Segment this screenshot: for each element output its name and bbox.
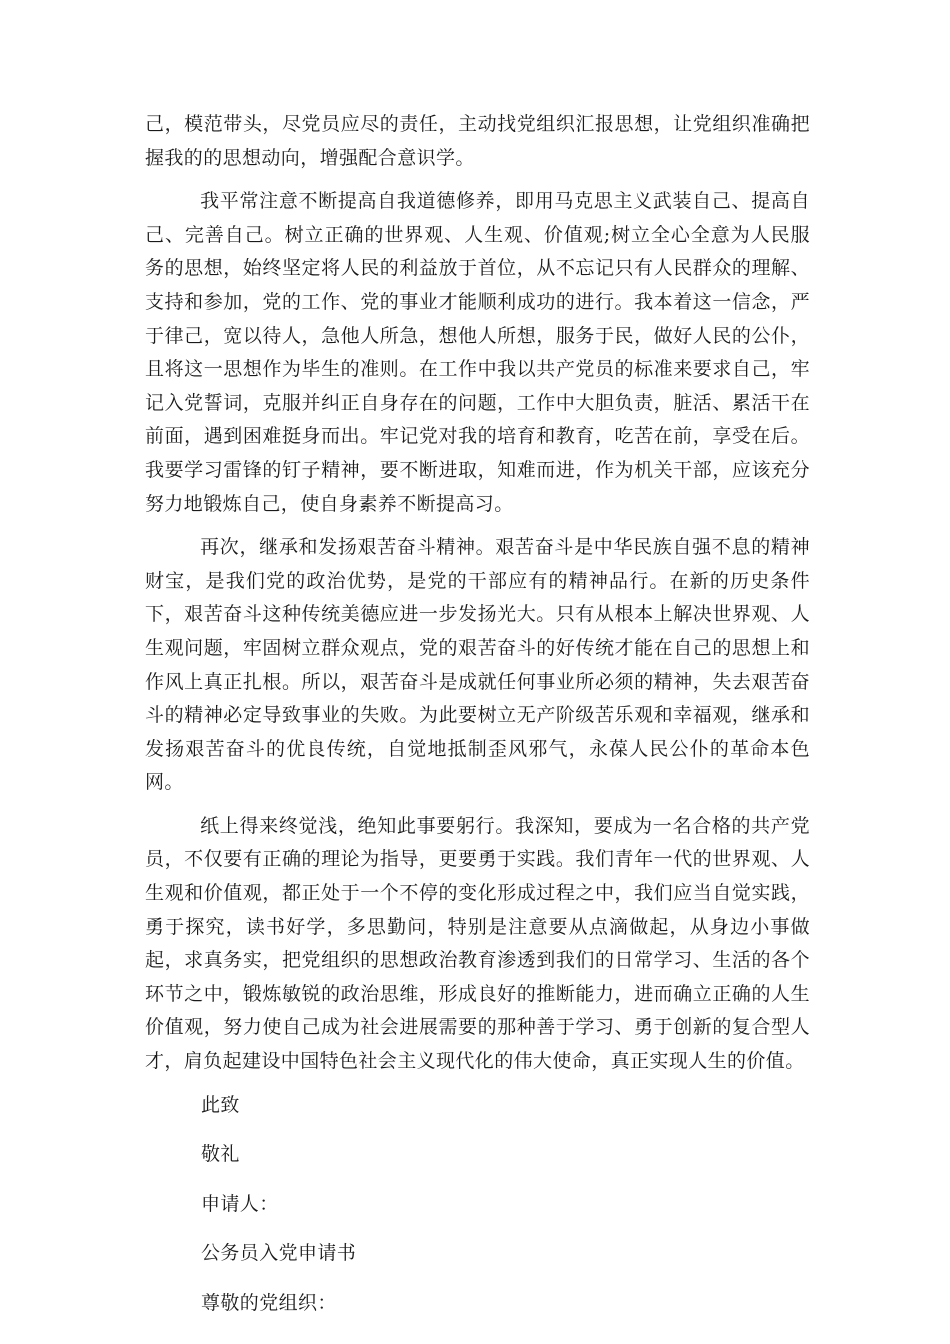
salutation: 尊敬的党组织： — [201, 1292, 337, 1314]
paragraph-continuation: 己，模范带头，尽党员应尽的责任，主动找党组织汇报思想，让党组织准确把握我的的思想动向，增强配合意识学。 — [145, 113, 810, 169]
applicant-label: 申请人： — [201, 1192, 279, 1215]
next-document-title: 公务员入党申请书 — [201, 1242, 357, 1265]
closing-line-1: 此致 — [201, 1093, 240, 1116]
paragraph-moral-cultivation: 我平常注意不断提高自我道德修养，即用马克思主义武装自己、提高自己、完善自己。树立正确的世界观、人生观、价值观;树立全心全意为人民服务的思想，始终坚定将人民的利益放于首位，从不忘记只有人民群众的理解、支持和参加，党的工作、党的事业才能顺利成功的进行。我本着这一信念，严于律己，宽以待人，急他人所急，想他人所想，服务于民，做好人民的公仆，且将这一思想作为毕生的准则。在工作中我以共产党员的标准来要求自己，牢记入党誓词，克服并纠正自身存在的问题，工作中大胆负责，脏活、累活干在前面，遇到困难挺身而出。牢记党对我的培育和教育，吃苦在前，享受在后。我要学习雷锋的钉子精神，要不断进取，知难而进，作为机关干部，应该充分努力地锻炼自己，使自身素养不断提高习。 — [145, 190, 810, 515]
paragraph-practice: 纸上得来终觉浅，绝知此事要躬行。我深知，要成为一名合格的共产党员，不仅要有正确的理论为指导，更要勇于实践。我们青年一代的世界观、人生观和价值观，都正处于一个不停的变化形成过程之中，我们应当自觉实践，勇于探究，读书好学，多思勤问，特别是注意要从点滴做起，从身边小事做起，求真务实，把党组织的思想政治教育渗透到我们的日常学习、生活的各个环节之中，锻炼敏锐的政治思维，形成良好的推断能力，进而确立正确的人生价值观，努力使自己成为社会进展需要的那种善于学习、勇于创新的复合型人才，肩负起建设中国特色社会主义现代化的伟大使命，真正实现人生的价值。 — [145, 814, 810, 1073]
document-body — [145, 108, 810, 1337]
closing-line-2: 敬礼 — [201, 1143, 240, 1166]
paragraph-hard-work-spirit: 再次，继承和发扬艰苦奋斗精神。艰苦奋斗是中华民族自强不息的精神财宝，是我们党的政治优势，是党的干部应有的精神品行。在新的历史条件下，艰苦奋斗这种传统美德应进一步发扬光大。只有从根本上解决世界观、人生观问题，牢固树立群众观点，党的艰苦奋斗的好传统才能在自己的思想上和作风上真正扎根。所以，艰苦奋斗是成就任何事业所必须的精神，失去艰苦奋斗的精神必定导致事业的失败。为此要树立无产阶级苦乐观和幸福观，继承和发扬艰苦奋斗的优良传统，自觉地抵制歪风邪气，永葆人民公仆的革命本色网。 — [145, 536, 810, 794]
